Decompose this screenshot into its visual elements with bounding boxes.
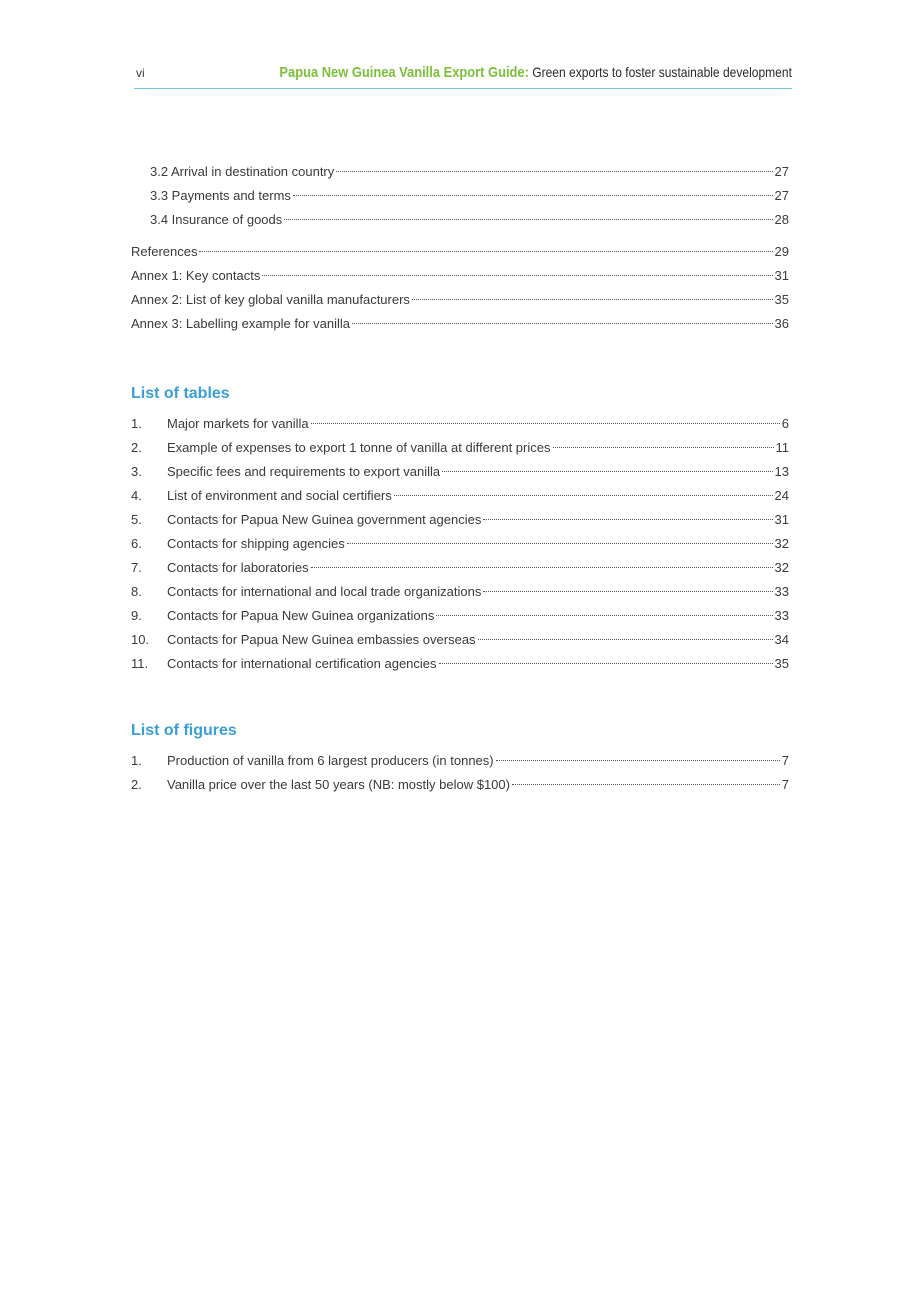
dot-leader [347, 543, 773, 544]
entry-title: Production of vanilla from 6 largest producers (in tonnes) [167, 753, 494, 768]
toc-entry-page: 35 [774, 292, 789, 307]
entry-page: 7 [781, 753, 789, 768]
table-entry[interactable] [131, 460, 789, 484]
entry-page: 32 [774, 536, 789, 551]
toc-entry[interactable] [131, 264, 789, 288]
dot-leader [199, 251, 772, 252]
entry-title: Contacts for Papua New Guinea embassies overseas [167, 632, 476, 647]
table-entry[interactable] [131, 436, 789, 460]
toc-entry-page: 36 [774, 316, 789, 331]
toc-entry[interactable] [131, 184, 789, 208]
entry-page: 24 [774, 488, 789, 503]
table-entry[interactable] [131, 508, 789, 532]
entry-title: Contacts for Papua New Guinea government agencies [167, 512, 482, 527]
dot-leader [293, 195, 773, 196]
entry-page: 11 [775, 440, 789, 455]
dot-leader [478, 639, 773, 640]
toc-entry-title: Annex 2: List of key global vanilla manufacturers [131, 292, 410, 307]
entry-title: Contacts for shipping agencies [167, 536, 345, 551]
entry-page: 33 [774, 584, 789, 599]
dot-leader [284, 219, 772, 220]
table-entry[interactable] [131, 604, 789, 628]
entry-number: 1. [131, 416, 142, 431]
table-entry[interactable] [131, 556, 789, 580]
entry-page: 13 [774, 464, 789, 479]
table-entry[interactable] [131, 412, 789, 436]
entry-title: Contacts for international certification agencies [167, 656, 437, 671]
table-entry[interactable] [131, 628, 789, 652]
dot-leader [439, 663, 773, 664]
dot-leader [311, 567, 773, 568]
list-of-tables [131, 412, 789, 676]
running-title [280, 64, 792, 82]
dot-leader [412, 299, 773, 300]
toc-entry-page: 31 [774, 268, 789, 283]
entry-number: 10. [131, 632, 150, 647]
entry-title: Specific fees and requirements to export vanilla [167, 464, 441, 479]
toc-entry-title: Annex 3: Labelling example for vanilla [131, 316, 350, 331]
toc-entry-page: 28 [774, 212, 789, 227]
list-of-figures-heading: List of figures [131, 722, 237, 739]
toc-entry-title: Annex 1: Key contacts [131, 268, 261, 283]
entry-number: 9. [131, 608, 142, 623]
toc-entry-page: 27 [774, 164, 789, 179]
dot-leader [262, 275, 772, 276]
entry-title: Contacts for laboratories [167, 560, 309, 575]
entry-number: 6. [131, 536, 142, 551]
dot-leader [436, 615, 772, 616]
entry-page: 35 [774, 656, 789, 671]
entry-title: Example of expenses to export 1 tonne of vanilla at different prices [167, 440, 551, 455]
table-entry[interactable] [131, 484, 789, 508]
dot-leader [512, 784, 780, 785]
entry-title: List of environment and social certifiers [167, 488, 392, 503]
entry-page: 6 [781, 416, 789, 431]
list-of-tables-heading: List of tables [131, 385, 230, 402]
dot-leader [483, 591, 772, 592]
entry-number: 3. [131, 464, 142, 479]
dot-leader [496, 760, 780, 761]
dot-leader [553, 447, 774, 448]
entry-number: 5. [131, 512, 142, 527]
dot-leader [352, 323, 773, 324]
toc-entry[interactable] [131, 312, 789, 336]
dot-leader [483, 519, 772, 520]
figure-entry[interactable] [131, 749, 789, 773]
toc-entry-page: 29 [774, 244, 789, 259]
page-header [134, 62, 792, 89]
toc-entry[interactable] [131, 208, 789, 232]
table-entry[interactable] [131, 652, 789, 676]
dot-leader [336, 171, 772, 172]
entry-number: 11. [131, 656, 149, 671]
toc-entry-title: 3.2 Arrival in destination country [150, 164, 335, 179]
entry-page: 31 [774, 512, 789, 527]
entry-page: 33 [774, 608, 789, 623]
table-entry[interactable] [131, 532, 789, 556]
contents-main [131, 240, 789, 336]
contents-continued [131, 160, 789, 232]
entry-page: 34 [774, 632, 789, 647]
toc-entry-title: References [131, 244, 198, 259]
entry-number: 2. [131, 440, 142, 455]
entry-page: 7 [781, 777, 789, 792]
dot-leader [394, 495, 773, 496]
dot-leader [311, 423, 780, 424]
entry-number: 2. [131, 777, 142, 792]
entry-number: 8. [131, 584, 142, 599]
page-number: vi [136, 66, 145, 80]
entry-number: 7. [131, 560, 142, 575]
toc-entry-title: 3.4 Insurance of goods [150, 212, 283, 227]
list-of-figures [131, 749, 789, 797]
dot-leader [442, 471, 772, 472]
entry-title: Vanilla price over the last 50 years (NB: mostly below $100) [167, 777, 510, 792]
entry-title: Major markets for vanilla [167, 416, 309, 431]
entry-number: 4. [131, 488, 142, 503]
toc-entry[interactable] [131, 160, 789, 184]
entry-title: Contacts for Papua New Guinea organizations [167, 608, 435, 623]
table-entry[interactable] [131, 580, 789, 604]
entry-title: Contacts for international and local trade organizations [167, 584, 482, 599]
entry-page: 32 [774, 560, 789, 575]
running-title-sub: Green exports to foster sustainable development [528, 64, 792, 80]
toc-entry-page: 27 [774, 188, 789, 203]
running-title-main: Papua New Guinea Vanilla Export Guide: [279, 64, 529, 81]
toc-entry[interactable] [131, 240, 789, 264]
figure-entry[interactable] [131, 773, 789, 797]
toc-entry[interactable] [131, 288, 789, 312]
toc-entry-title: 3.3 Payments and terms [150, 188, 291, 203]
entry-number: 1. [131, 753, 142, 768]
